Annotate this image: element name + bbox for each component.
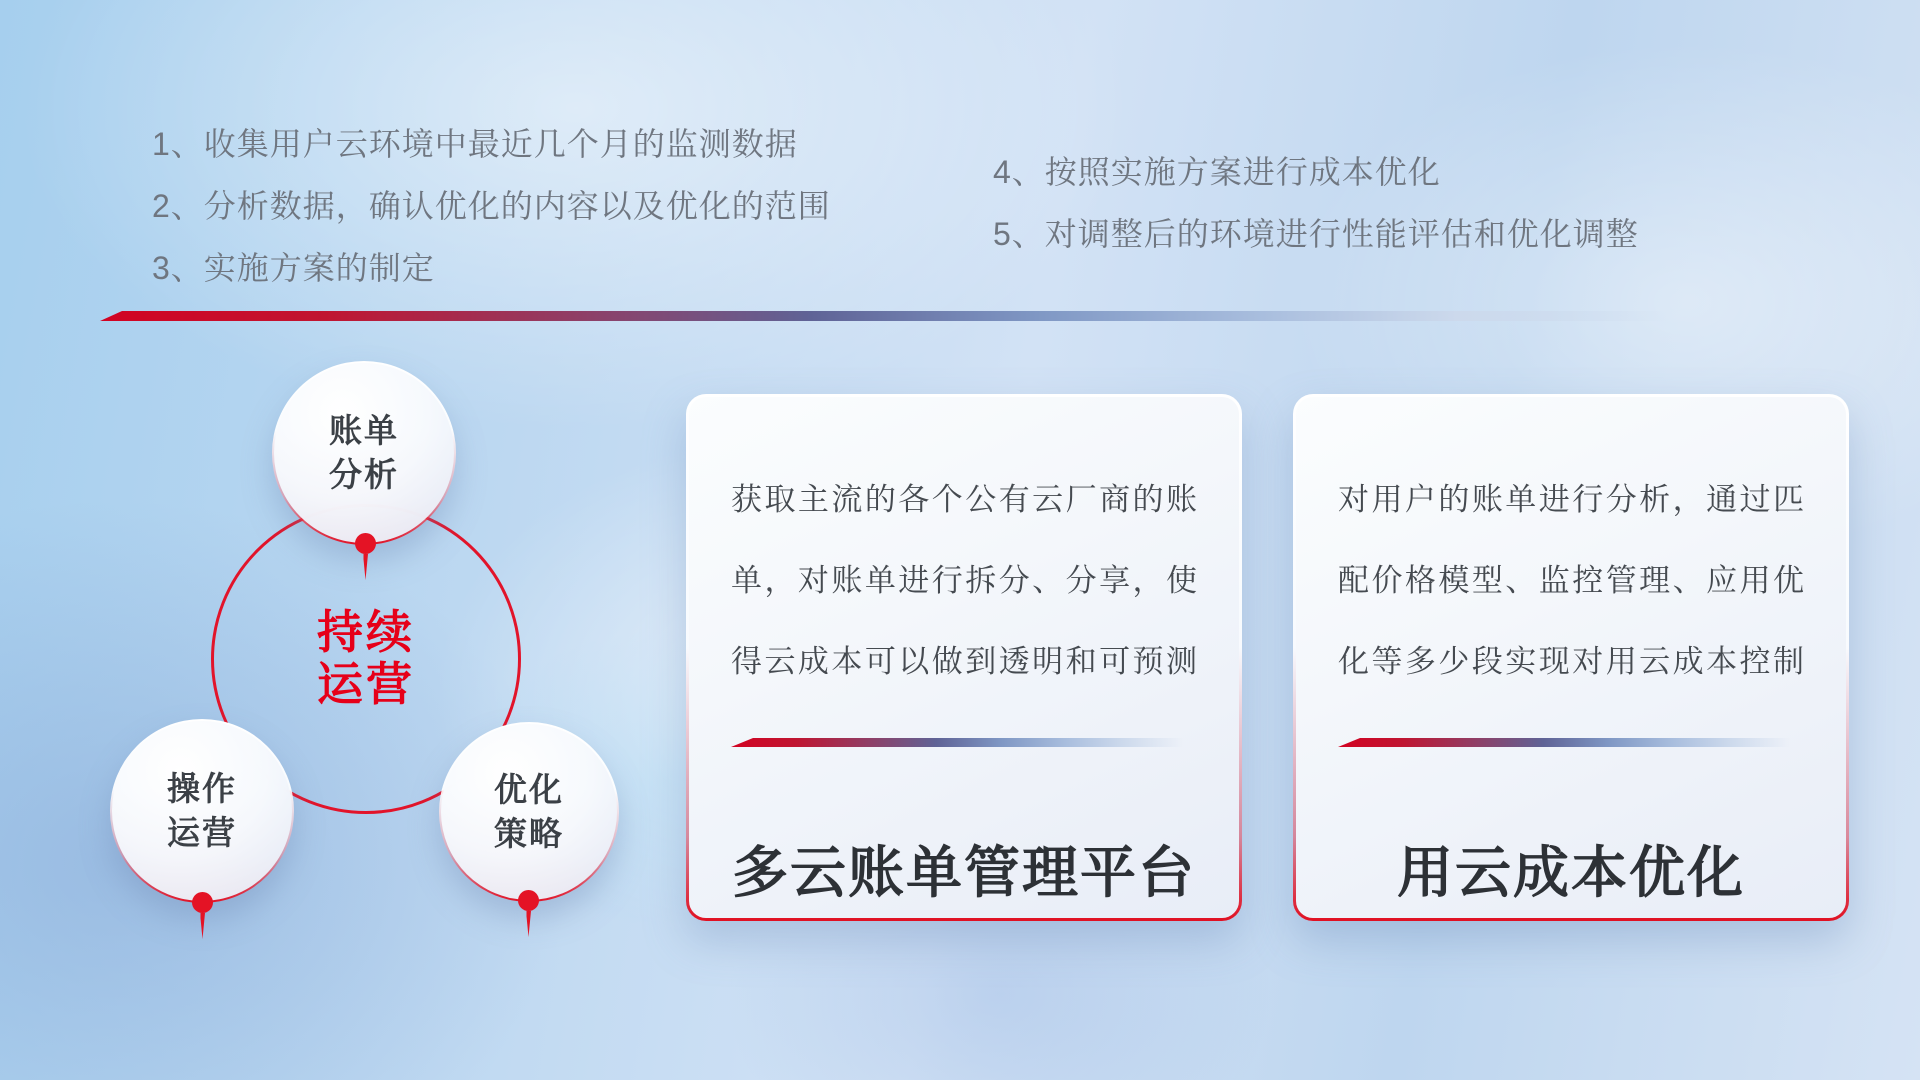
card-multicloud-billing-title: 多云账单管理平台 xyxy=(732,841,1196,904)
node-operation-line1: 操作 xyxy=(167,770,237,807)
card-cost-optimization-divider xyxy=(1338,738,1804,747)
connector-dot-top xyxy=(355,533,376,554)
card-multicloud-billing-body-line1: 获取主流的各个公有云厂商的账 xyxy=(731,482,1197,517)
node-operation xyxy=(110,719,294,903)
card-cost-optimization-title: 用云成本优化 xyxy=(1397,841,1745,904)
card-cost-optimization-body xyxy=(1338,459,1804,702)
process-step-2: 2、分析数据，确认优化的内容以及优化的范围 xyxy=(152,188,831,224)
process-steps-left xyxy=(152,113,831,299)
node-bill-analysis xyxy=(272,361,456,545)
node-operation-label xyxy=(112,721,292,901)
node-bill-analysis-line1: 账单 xyxy=(329,412,399,449)
card-cost-optimization-inner xyxy=(1296,397,1846,918)
card-multicloud-billing xyxy=(686,394,1242,921)
cycle-center-label-line1: 持续 xyxy=(317,606,415,658)
node-bill-analysis-line2: 分析 xyxy=(329,456,399,493)
card-multicloud-billing-body xyxy=(731,459,1197,702)
node-optimization-strategy-line1: 优化 xyxy=(494,771,564,808)
gradient-divider-line xyxy=(100,311,1715,321)
card-cost-optimization-body-line2: 配价格模型、监控管理、应用优 xyxy=(1338,563,1804,598)
connector-dot-bottom-left xyxy=(192,892,213,913)
cycle-center-label xyxy=(246,606,486,710)
node-operation-line2: 运营 xyxy=(167,814,237,851)
process-step-4: 4、按照实施方案进行成本优化 xyxy=(993,154,1441,190)
process-step-5: 5、对调整后的环境进行性能评估和优化调整 xyxy=(993,216,1639,252)
card-cost-optimization-body-line3: 化等多少段实现对用云成本控制 xyxy=(1338,644,1804,679)
process-step-1: 1、收集用户云环境中最近几个月的监测数据 xyxy=(152,126,798,162)
process-steps-right xyxy=(993,141,1639,265)
node-optimization-strategy-line2: 策略 xyxy=(494,815,564,852)
card-cost-optimization-body-line1: 对用户的账单进行分析，通过匹 xyxy=(1338,482,1804,517)
card-multicloud-billing-divider xyxy=(731,738,1197,747)
node-bill-analysis-label xyxy=(274,363,454,543)
node-optimization-strategy-label xyxy=(441,724,617,900)
card-cost-optimization xyxy=(1293,394,1849,921)
card-multicloud-billing-inner xyxy=(689,397,1239,918)
card-multicloud-billing-body-line2: 单，对账单进行拆分、分享，使 xyxy=(731,563,1197,598)
card-multicloud-billing-body-line3: 得云成本可以做到透明和可预测 xyxy=(731,644,1197,679)
process-step-3: 3、实施方案的制定 xyxy=(152,250,435,286)
connector-dot-bottom-right xyxy=(518,890,539,911)
node-optimization-strategy xyxy=(439,722,619,902)
cycle-center-label-line2: 运营 xyxy=(317,658,415,710)
